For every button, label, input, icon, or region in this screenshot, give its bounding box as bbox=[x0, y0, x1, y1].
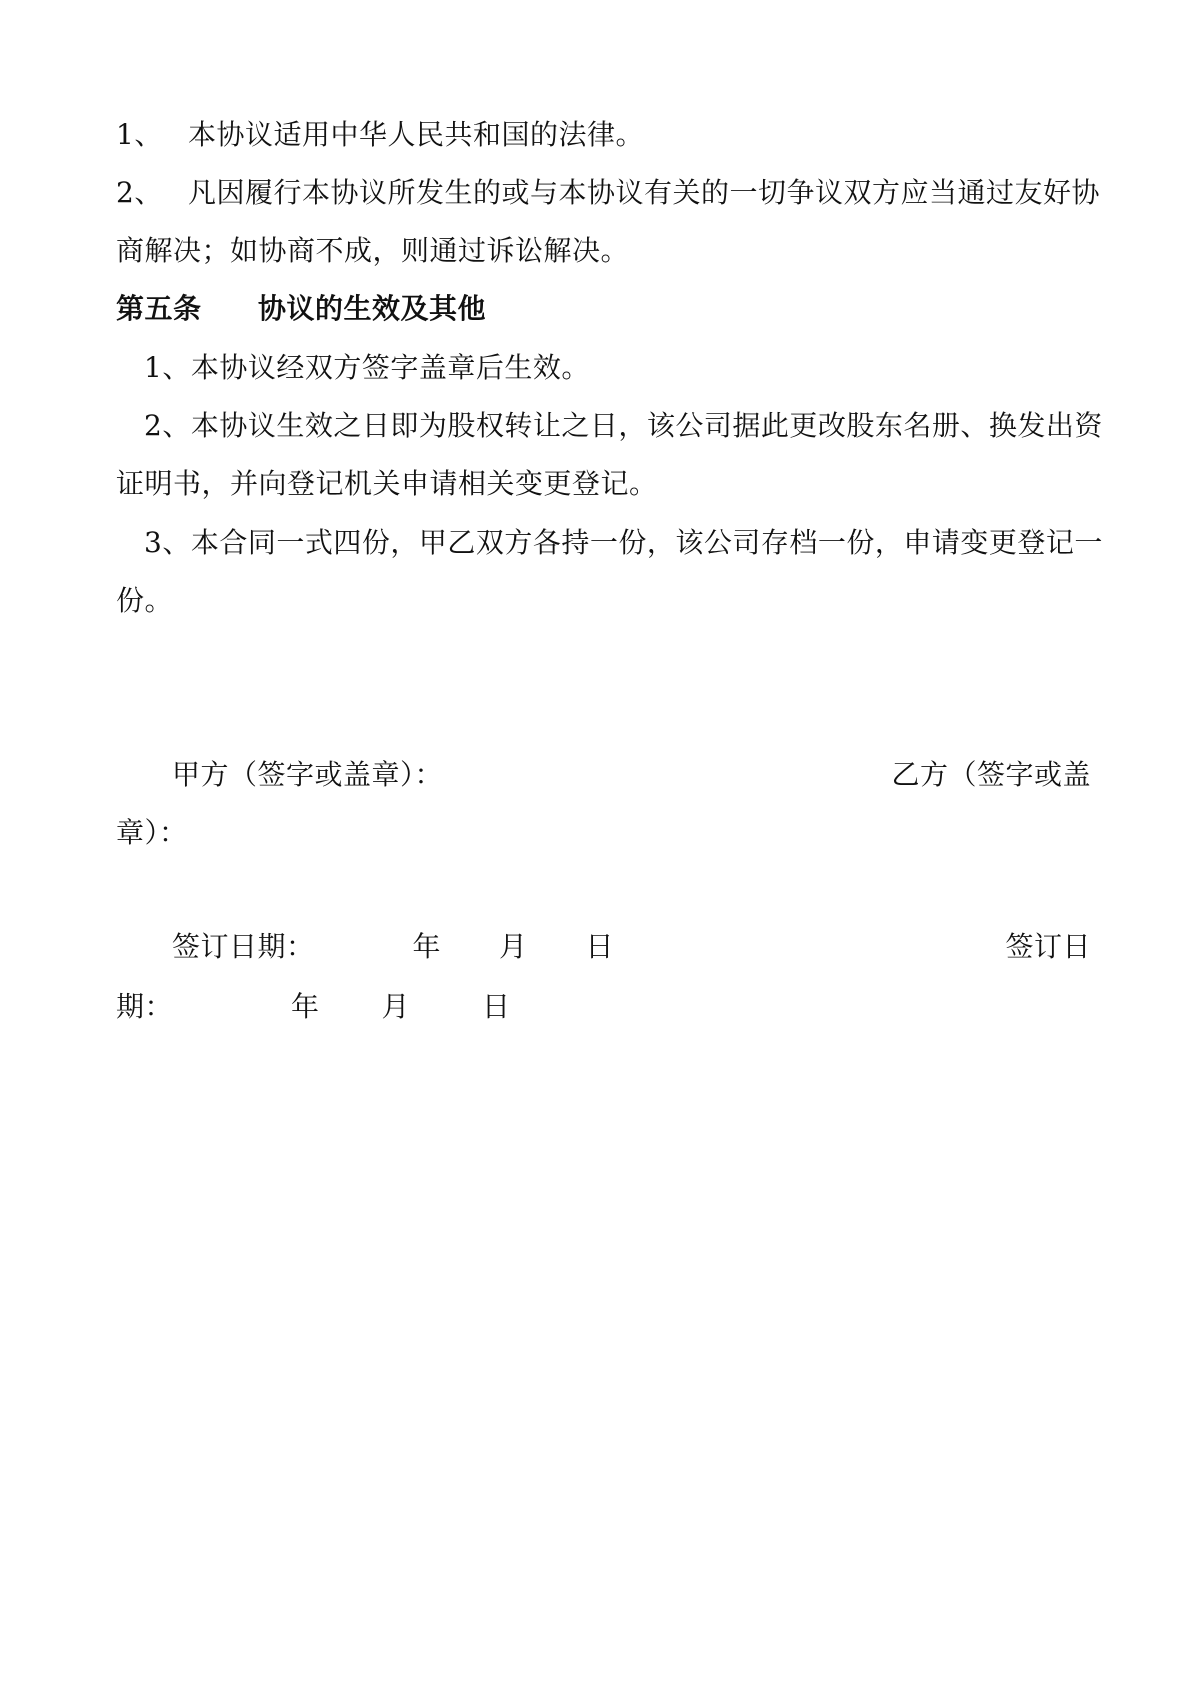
clause-five-item-2 bbox=[144, 406, 1119, 446]
party-b-signature-label: 乙方（签字或盖 bbox=[891, 758, 1091, 791]
party-a-date bbox=[172, 927, 614, 967]
clause-five-item-3 bbox=[144, 523, 1119, 563]
date-row-continuation bbox=[116, 987, 1091, 1027]
clause-title: 协议的生效及其他 bbox=[258, 292, 487, 325]
clause-five-item-1 bbox=[144, 348, 1119, 388]
item-text: 凡因履行本协议所发生的或与本协议有关的一切争议双方应当通过友好协 bbox=[188, 176, 1101, 209]
date-month: 月 bbox=[381, 990, 411, 1023]
date-day: 日 bbox=[482, 990, 511, 1023]
date-year: 年 bbox=[291, 990, 320, 1023]
clause-item-2 bbox=[116, 173, 1101, 213]
clause-item-2-continuation bbox=[116, 231, 1091, 271]
item-text-cont: 商解决；如协商不成，则通过诉讼解决。 bbox=[116, 234, 630, 267]
date-year: 年 bbox=[412, 930, 442, 963]
item-number: 2、 bbox=[116, 176, 163, 209]
clause-number: 第五条 bbox=[116, 292, 202, 325]
party-b-date-label: 签订日 bbox=[1005, 930, 1091, 963]
party-a-signature-label: 甲方（签字或盖章）： bbox=[172, 758, 444, 791]
clause-five-heading bbox=[116, 289, 1091, 329]
party-b-signature-label-cont: 章）： bbox=[116, 816, 188, 849]
item-text: 1、本协议经双方签字盖章后生效。 bbox=[144, 351, 590, 384]
item-text: 本协议适用中华人民共和国的法律。 bbox=[188, 118, 645, 151]
date-label-cont: 期： bbox=[116, 990, 174, 1023]
clause-five-item-3-continuation bbox=[116, 581, 1091, 621]
item-text-cont: 证明书，并向登记机关申请相关变更登记。 bbox=[116, 467, 658, 500]
clause-five-item-2-continuation bbox=[116, 464, 1091, 504]
date-day: 日 bbox=[585, 930, 615, 963]
date-month: 月 bbox=[499, 930, 528, 963]
item-text: 3、本合同一式四份，甲乙双方各持一份，该公司存档一份，申请变更登记一 bbox=[144, 526, 1103, 559]
item-text-cont: 份。 bbox=[116, 584, 174, 617]
clause-item-1 bbox=[116, 115, 1091, 155]
item-number: 1、 bbox=[116, 118, 163, 151]
signature-row-continuation bbox=[116, 813, 1091, 853]
item-text: 2、本协议生效之日即为股权转让之日，该公司据此更改股东名册、换发出资 bbox=[144, 409, 1103, 442]
date-label: 签订日期： bbox=[172, 930, 315, 963]
